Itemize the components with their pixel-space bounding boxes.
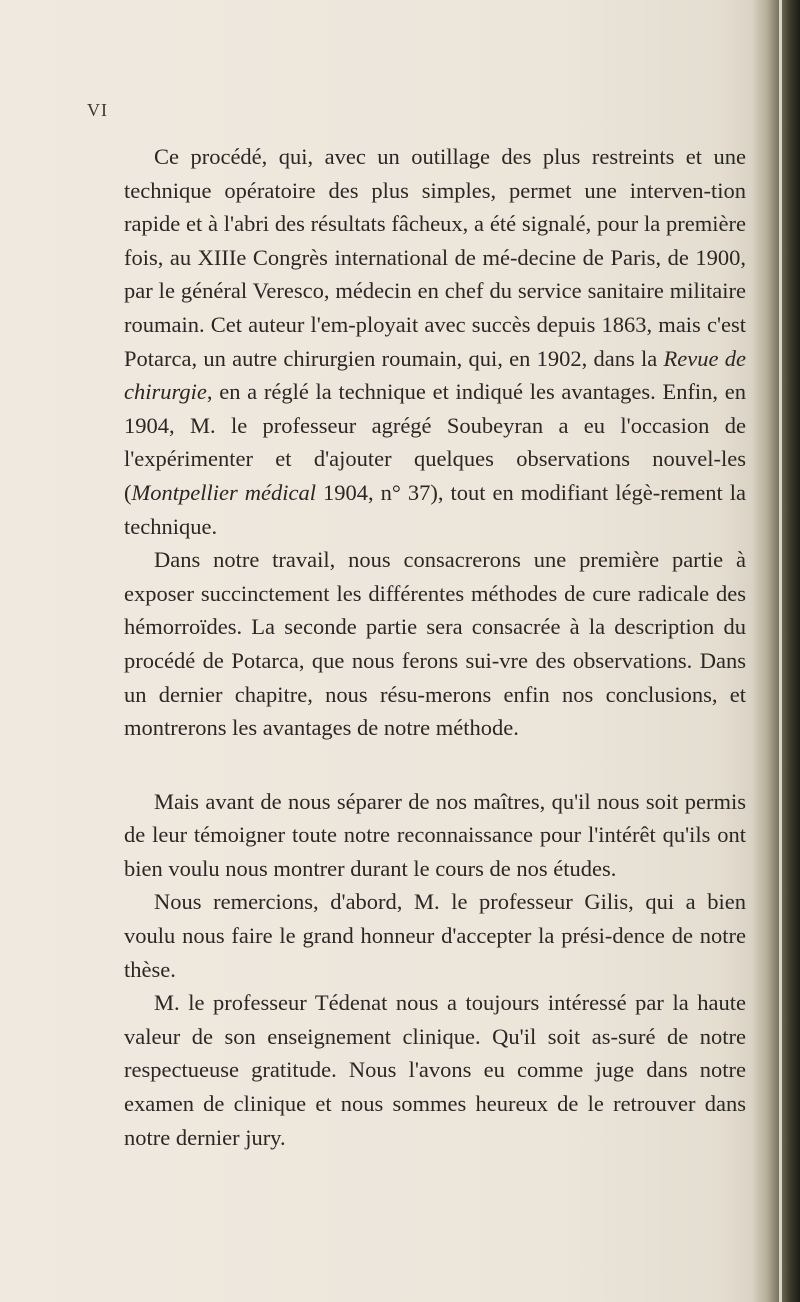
paragraph-intro — [124, 140, 746, 543]
paragraph-acknowledgement: Mais avant de nous séparer de nos maîtres, qu'il nous soit permis de leur témoigner toute notre reconnaissance pour l'intérêt qu'ils ont bien voulu nous montrer durant le cours de nos études. — [124, 788, 746, 881]
page-edge-highlight — [779, 0, 782, 1302]
paragraph-intro-text-2: , en a réglé la technique et indiqué les avantages. Enfin, en 1904, M. le professeur agrégé Soubeyran a eu l'occasion de l'expérimenter et d'ajouter quelques observations nouvel-les ( — [124, 379, 746, 505]
journal-title-montpellier-medical: Montpellier médical — [131, 479, 316, 505]
paragraph-thanks-tedenat: M. le professeur Tédenat nous a toujours intéressé par la haute valeur de son enseignement clinique. Qu'il soit as-suré de notre respectueuse gratitude. Nous l'avons eu comme juge dans notre examen de clinique et nous sommes heureux de le retrouver dans notre dernier jury. — [124, 990, 746, 1150]
page-binding-edge — [752, 0, 800, 1302]
page-number: VI — [87, 100, 108, 120]
body-text — [124, 140, 746, 1154]
paragraph-plan: Dans notre travail, nous consacrerons une première partie à exposer succinctement les différentes méthodes de cure radicale des hémorroïdes. La seconde partie sera consacrée à la description du procédé de Potarca, que nous ferons sui-vre des observations. Dans un dernier chapitre, nous résu-merons enfin nos conclusions, et montrerons les avantages de notre méthode. — [124, 547, 746, 741]
journal-title-revue-de-chirurgie: Revue de chirurgie — [124, 345, 746, 405]
paragraph-intro-text-3: 1904, n° 37), tout en modifiant légè-rement la technique. — [124, 479, 746, 539]
paragraph-intro-text-1: Ce procédé, qui, avec un outillage des plus restreints et une technique opératoire des plus simples, permet une interven-tion rapide et à l'abri des résultats fâcheux, a été signalé, pour la première fois, au XIIIe Congrès international de mé-decine de Paris, de 1900, par le général Veresco, médecin en chef du service sanitaire militaire roumain. Cet auteur l'em-ployait avec succès depuis 1863, mais c'est Potarca, un autre chirurgien roumain, qui, en 1902, dans la — [124, 144, 746, 371]
paragraph-thanks-gilis: Nous remercions, d'abord, M. le professeur Gilis, qui a bien voulu nous faire le grand honneur d'accepter la prési-dence de notre thèse. — [124, 889, 746, 982]
